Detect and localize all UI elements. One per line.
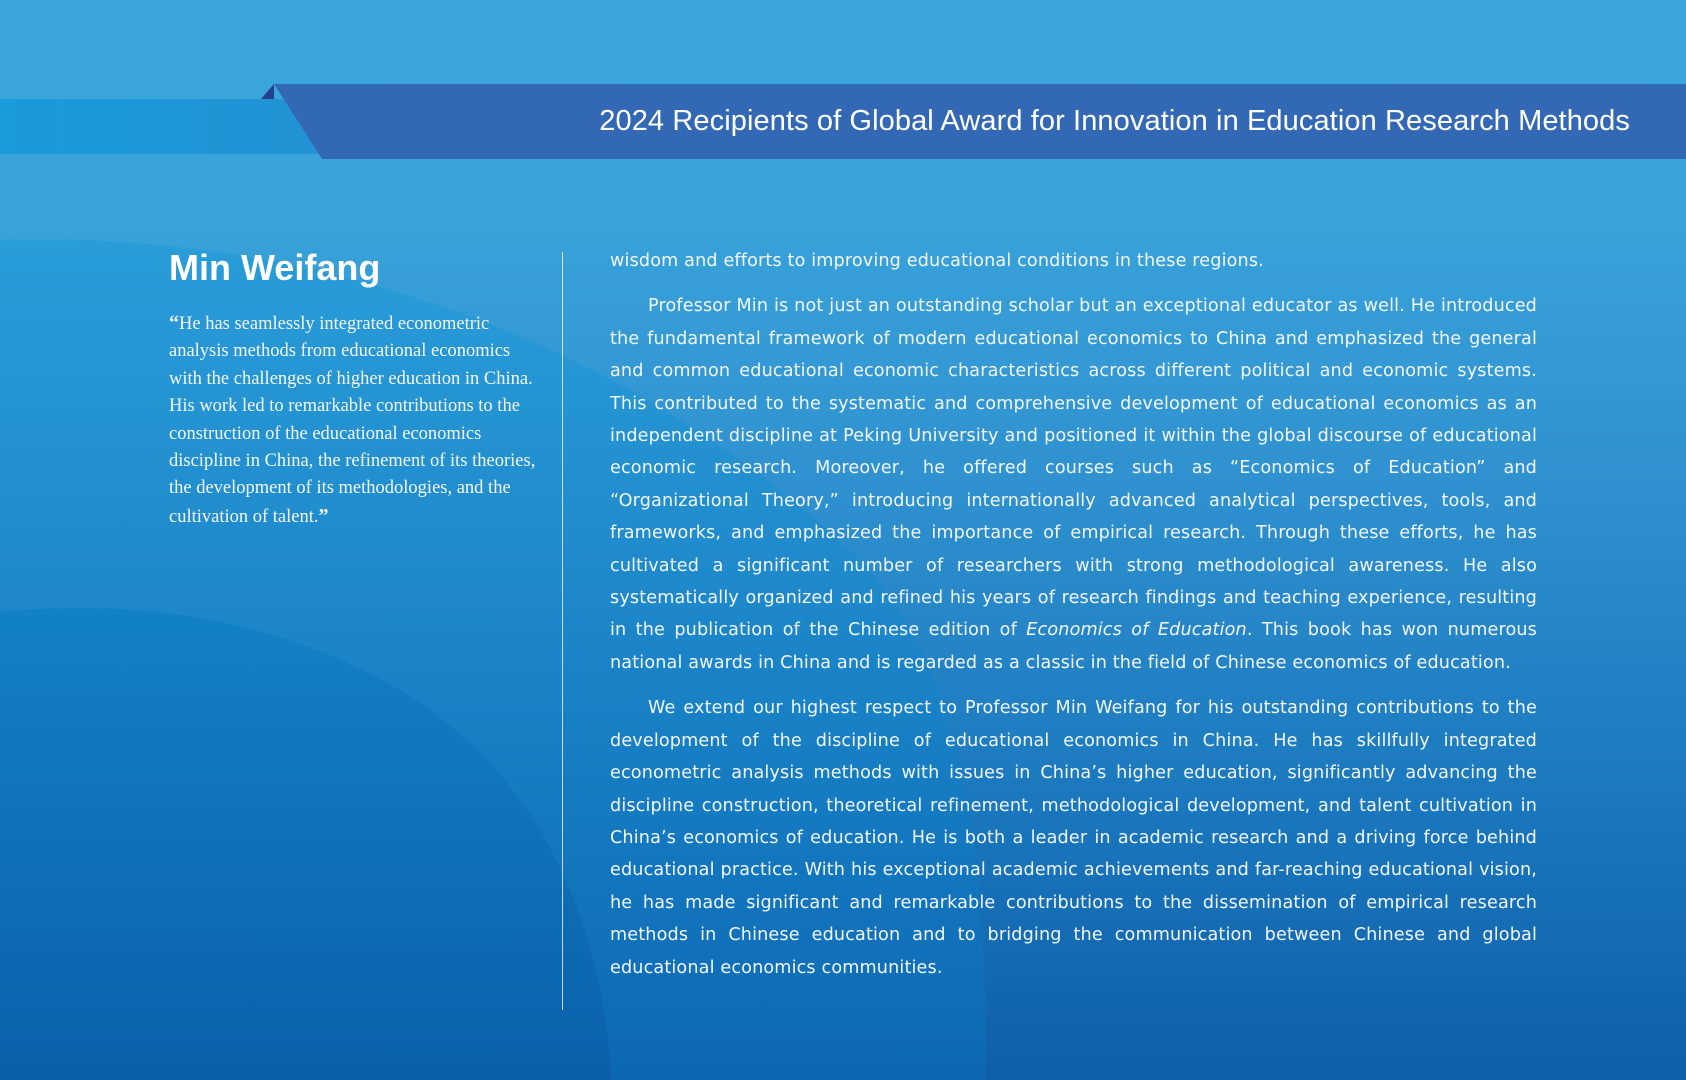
- profile-column: [169, 246, 541, 531]
- quote-open-mark: “: [169, 312, 179, 334]
- header-corner-tab: [261, 84, 274, 99]
- header-banner: [0, 84, 1686, 160]
- paragraph-educator-text-end: . This book has won numerous national awards in China and is regarded as a classic in the field of Chinese economics of education.: [610, 620, 1537, 673]
- recipient-name: Min Weifang: [169, 247, 381, 288]
- header-accent-band: [0, 99, 330, 154]
- page-title: 2024 Recipients of Global Award for Innovation in Education Research Methods: [599, 105, 1630, 137]
- quote-text: He has seamlessly integrated econometric analysis methods from educational economics with the challenges of higher education in China. His work led to remarkable contributions to the construction of the educational economics discipline in China, the refinement of its theories, the development of its methodologies, and the cultivation of talent.: [169, 314, 536, 527]
- paragraph-educator-text: Professor Min is not just an outstanding scholar but an exceptional educator as well. He introduced the fundamental framework of modern educational economics to China and emphasized the general and common educational economic characteristics across different political and economic systems. This contributed to the systematic and comprehensive development of educational economics as an independent discipline at Peking University and positioned it within the global discourse of educational economic research. Moreover, he offered courses such as “Economics of Education” and “Organizational Theory,” introducing internationally advanced analytical perspectives, tools, and frameworks, and emphasized the importance of empirical research. Through these efforts, he has cultivated a significant number of researchers with strong methodological awareness. He also systematically organized and refined his years of research findings and teaching experience, resulting in the publication of the Chinese edition of: [610, 296, 1537, 641]
- column-divider: [562, 252, 563, 1010]
- paragraph-educator: [610, 290, 1537, 679]
- book-title: Economics of Education: [1026, 620, 1247, 641]
- paragraph-tribute: We extend our highest respect to Professor Min Weifang for his outstanding contributions to the development of the discipline of educational economics in China. He has skillfully integrated econometric analysis methods with issues in China’s higher education, significantly advancing the discipline construction, theoretical refinement, methodological development, and talent cultivation in China’s economics of education. He is both a leader in academic research and a driving force behind educational practice. With his exceptional academic achievements and far-reaching educational vision, he has made significant and remarkable contributions to the dissemination of empirical research methods in Chinese education and to bridging the communication between Chinese and global educational economics communities.: [610, 698, 1537, 978]
- paragraph-continuation: wisdom and efforts to improving educational conditions in these regions.: [610, 251, 1264, 271]
- recipient-quote: [169, 310, 541, 531]
- article-body: [610, 245, 1537, 997]
- quote-close-mark: ”: [318, 504, 329, 527]
